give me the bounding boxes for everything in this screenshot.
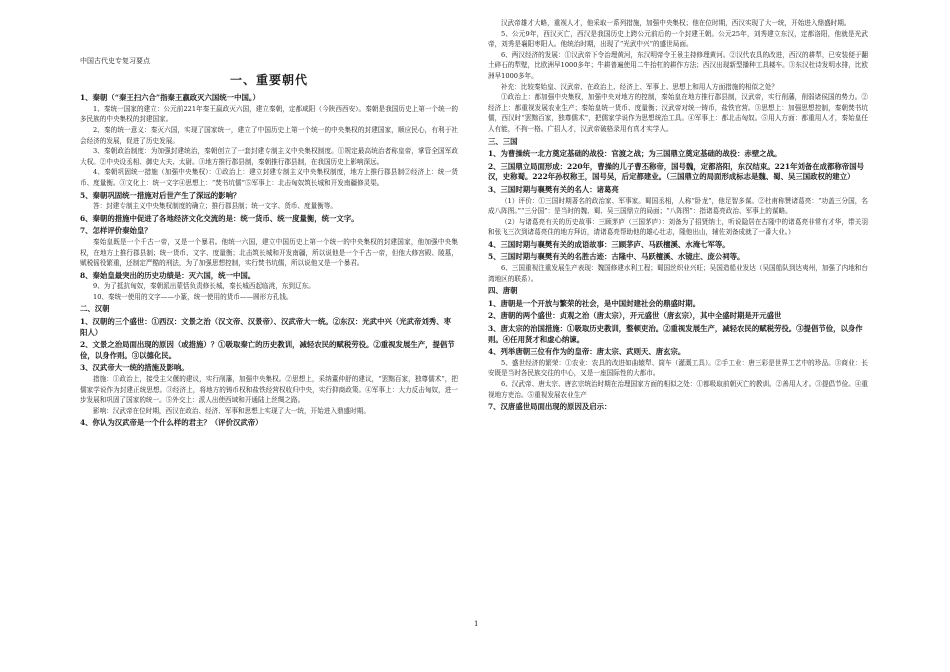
paragraph: 影响：汉武帝在位时期，西汉在政治、经济、军事和思想上实现了大一统，开始进入鼎盛时期。: [93, 406, 370, 415]
paragraph: 4、秦朝巩固统一措施（加强中央集权）：①政治上：建立封建专制主义中央集权制度，地方上推行郡县制②经济上：统一货币、度量衡。③文化上：统一文字④思想上：“焚书坑儒”⑤军事上：北击匈奴筑长城和开发南疆修灵渠。: [80, 168, 458, 187]
paragraph: ①政治上：都加强中央集权，加强中央对地方的控制，秦始皇在地方推行郡县制，汉武帝，实行削藩，削弱诸侯国的势力。②经济上：都重视发展农业生产；秦始皇统一货币、度量衡；汉武帝对统一铸币，盐铁官营。③思想上：加强思想控制，秦朝焚书坑儒，西汉时“罢黜百家，独尊儒术”，把儒家学说作为思想统治工具。④军事上：都北击匈奴。⑤用人方面：都重用人才，秦始皇任人有能，不拘一格。广招人才，汉武帝破格录用有真才实学人。: [488, 93, 868, 133]
right-column-body: [488, 18, 868, 413]
paragraph: （2）与诸葛亮有关的历史故事：三顾茅庐（三国茅庐）：刘备为了招贤纳士，听说隐居在古隆中的诸葛亮非常有才华，带关羽和张飞三次到诸葛亮住的地方拜访，请诸葛亮帮助他的雄心壮志，隆他出山，辅佐刘备成就了一番大业。）: [488, 217, 868, 237]
section-heading: 7、怎样评价秦始皇？: [80, 226, 152, 236]
section-heading: 5、三国时期与襄樊有关的名胜古迹：古隆中、马跃檀溪、水镜庄、庞公祠等。: [488, 252, 745, 262]
paragraph: 措施：①政治上，接受主父偃的建议，实行削藩，加强中央集权。②思想上，采纳董仲舒的建议，“罢黜百家，独尊儒术”，把儒家学说作为封建正统思想。③经济上，将地方的铸币权和盐铁经营权收归中央，实行抑商政策。④军事上：大力反击匈奴，进一步发展和巩固了国家的统一。⑤外交上：派人出使西域和开通陆上丝绸之路。: [80, 375, 458, 405]
paragraph: （1）评价：①三国时期著名的政治家、军事家。蜀国丞相，人称“卧龙”，他足智多谋。②杜甫称赞诸葛亮：“功盖三分国，名成八阵图。”“三分国”：是当时的魏、蜀、吴三国鼎立的局面；“八阵图”：指诸葛亮政治、军事上的谋略。: [488, 196, 868, 216]
paragraph: 2、秦的统一意义：秦灭六国，实现了国家统一，建立了中国历史上第一个统一的中央集权的封建国家，顺应民心，有利于社会经济的发展，促进了历史发展。: [80, 125, 458, 145]
paragraph: 6、汉武帝、唐太宗、唐玄宗统治时期在治理国家方面的相似之处：①都吸取前朝灭亡的教训。②善用人才。③提倡节俭。④重视地方吏治。⑤重视发展农业生产: [488, 380, 868, 399]
paragraph: 汉武帝雄才大略，重视人才，他采取一系列措施，加强中央集权；他在位时期，西汉实现了大一统，开始进入鼎盛时期。: [501, 19, 851, 27]
right-column: [488, 18, 868, 413]
section-heading: 1、为曹操统一北方奠定基础的战役：官渡之战；为三国鼎立奠定基础的战役：赤壁之战。: [488, 149, 782, 159]
paragraph: 1、秦统一国家的建立：公元前221年秦王嬴政灭六国，建立秦朝，定都咸阳（今陕西西安）。秦朝是我国历史上第一个统一的多民族的中央集权的封建国家。: [80, 104, 458, 124]
paragraph: 5、公元9年，西汉灭亡，西汉是我国历史上跨公元前后的一个封建王朝。公元25年，刘秀建立东汉，定都洛阳，他就是光武帝，刘秀是襄阳枣阳人。他统治时期，出现了“光武中兴”的盛世局面。: [488, 29, 868, 49]
paragraph: 秦始皇既是一个千古一帝，又是一个暴君。他统一六国，建立中国历史上第一个统一的中央集权的封建国家，他加强中央集权，在地方上推行郡县制；统一货币、文字、度量衡；北击筑长城和开发南疆，所以说他是一个千古一帝，但他大修宫殿、陵墓，赋税徭役繁重，还制定严酷的刑法，为了加强思想控制，实行焚书坑儒，所以说他又是一个暴君。: [80, 237, 458, 268]
section-heading: 二、汉朝: [80, 304, 110, 314]
section-heading: 6、秦朝的措施中促进了各地经济文化交流的是：统一货币、统一度量衡，统一文字。: [80, 213, 359, 223]
section-heading: 3、三国时期与襄樊有关的名人：诸葛亮: [488, 184, 619, 194]
page-number: 1: [474, 620, 479, 628]
section-heading: 2、唐朝的两个盛世：贞观之治（唐太宗），开元盛世（唐玄宗），其中全盛时期是开元盛世: [488, 311, 782, 321]
paragraph: 6、三国重视注重发展生产表现：魏国修建水利工程；蜀国丝织业兴旺；吴国造船业发达（吴国船队到达夷州，加强了内地和台湾地区的联系）。: [488, 264, 868, 283]
paragraph: 6、两汉经济的发展：①汉武帝下令治理黄河，东汉明帝令王景主持修理黄河。②汉代农具的改进，西汉的耕犁，已安装便于翻土碎石的犁壁，比欧洲早1000多年；牛耕普遍使用二牛抬杠的耕作方法；西汉出现新型播种工具耧车。③东汉杜诗发明水排，比欧洲早1000多年。: [488, 50, 868, 80]
section-heading: 1、汉朝的三个盛世：①西汉：文景之治（汉文帝、汉景帝）、汉武帝大一统。②东汉：光武中兴（光武帝刘秀、枣阳人）: [80, 317, 451, 337]
paragraph: 9、为了抵抗匈奴，秦朝派出蒙恬负责修长城，秦长城西起临洮，东到辽东。: [93, 282, 315, 291]
section-heading: 3、汉武帝大一统的措施及影响。: [80, 363, 189, 373]
section-heading: 2、文景之治局面出现的原因（或措施）？①吸取秦亡的历史教训，减轻农民的赋税劳役。②重视发展生产，提倡节俭，以身作则。③以德化民。: [80, 340, 455, 360]
paragraph: 3、秦朝政治制度：为加强封建统治，秦朝创立了一套封建专制主义中央集权制度。①规定最高统治者称皇帝，掌管全国军政大权。②中央设丞相、御史大夫、太尉。③地方推行郡县制，秦朝推行郡县制，在我国历史上影响深远。: [80, 147, 458, 166]
document-title: 中国古代史专复习要点: [80, 57, 150, 65]
left-column: [80, 56, 458, 429]
section-heading: 1、秦朝（“秦王扫六合”指秦王嬴政灭六国统一中国。）: [80, 93, 260, 103]
section-heading: 2、三国鼎立局面形成：220年，曹操的儿子曹丕称帝，国号魏，定都洛阳，东汉结束。221年刘备在成都称帝国号汉，史称蜀。222年孙权称王，国号吴，后定都建业。（三国鼎立的局面形成标志是魏、蜀、吴三国政权的建立）: [488, 161, 864, 182]
section-heading: 8、秦始皇最突出的历史功绩是：灭六国，统一中国。: [80, 270, 256, 280]
section-heading: 三、三国: [488, 136, 518, 146]
section-heading: 4、三国时期与襄樊有关的成语故事：三顾茅庐、马跃檀溪、水淹七军等。: [488, 239, 730, 249]
section-heading: 四、唐朝: [488, 286, 518, 296]
section-heading: 3、唐太宗的治国措施：①吸取历史教训，整顿吏治。②重视发展生产，减轻农民的赋税劳役。③提倡节俭，以身作则。④任用贤才和虚心纳谏。: [488, 324, 863, 344]
section-heading: 4、你认为汉武帝是一个什么样的君主？（评价汉武帝）: [80, 418, 263, 428]
paragraph: 补充：比较秦始皇、汉武帝、在政治上、经济上、军事上、思想上和用人方面措施的相似之处？: [501, 82, 778, 91]
paragraph: 10、秦统一使用的文字——小篆，统一使用的货币——圆形方孔钱。: [93, 292, 293, 301]
section-heading: 1、唐朝是一个开放与繁荣的社会，是中国封建社会的鼎盛时期。: [488, 298, 701, 308]
section-heading: 7、汉唐盛世局面出现的原因及启示：: [488, 402, 612, 412]
section-heading: 5、秦朝巩固统一措施对后世产生了深远的影响？: [80, 190, 241, 200]
section-heading: 4、列举唐朝三位有作为的皇帝：唐太宗、武则天、唐玄宗。: [488, 347, 686, 357]
main-heading: 一、重要朝代: [229, 72, 308, 87]
paragraph: 5、盛世经济的繁荣：①农业：农具的改进如曲辕犁、筒车（灌溉工具）。②手工业：唐三彩是世界工艺中的珍品。③商业：长安既是当时各民族交往的中心，又是一座国际性的大都市。: [488, 358, 868, 378]
paragraph: 答：封建专制主义中央集权制度的确立；推行郡县制；统一文字、货币、度量衡等。: [93, 202, 337, 211]
left-column-body: [80, 93, 458, 429]
